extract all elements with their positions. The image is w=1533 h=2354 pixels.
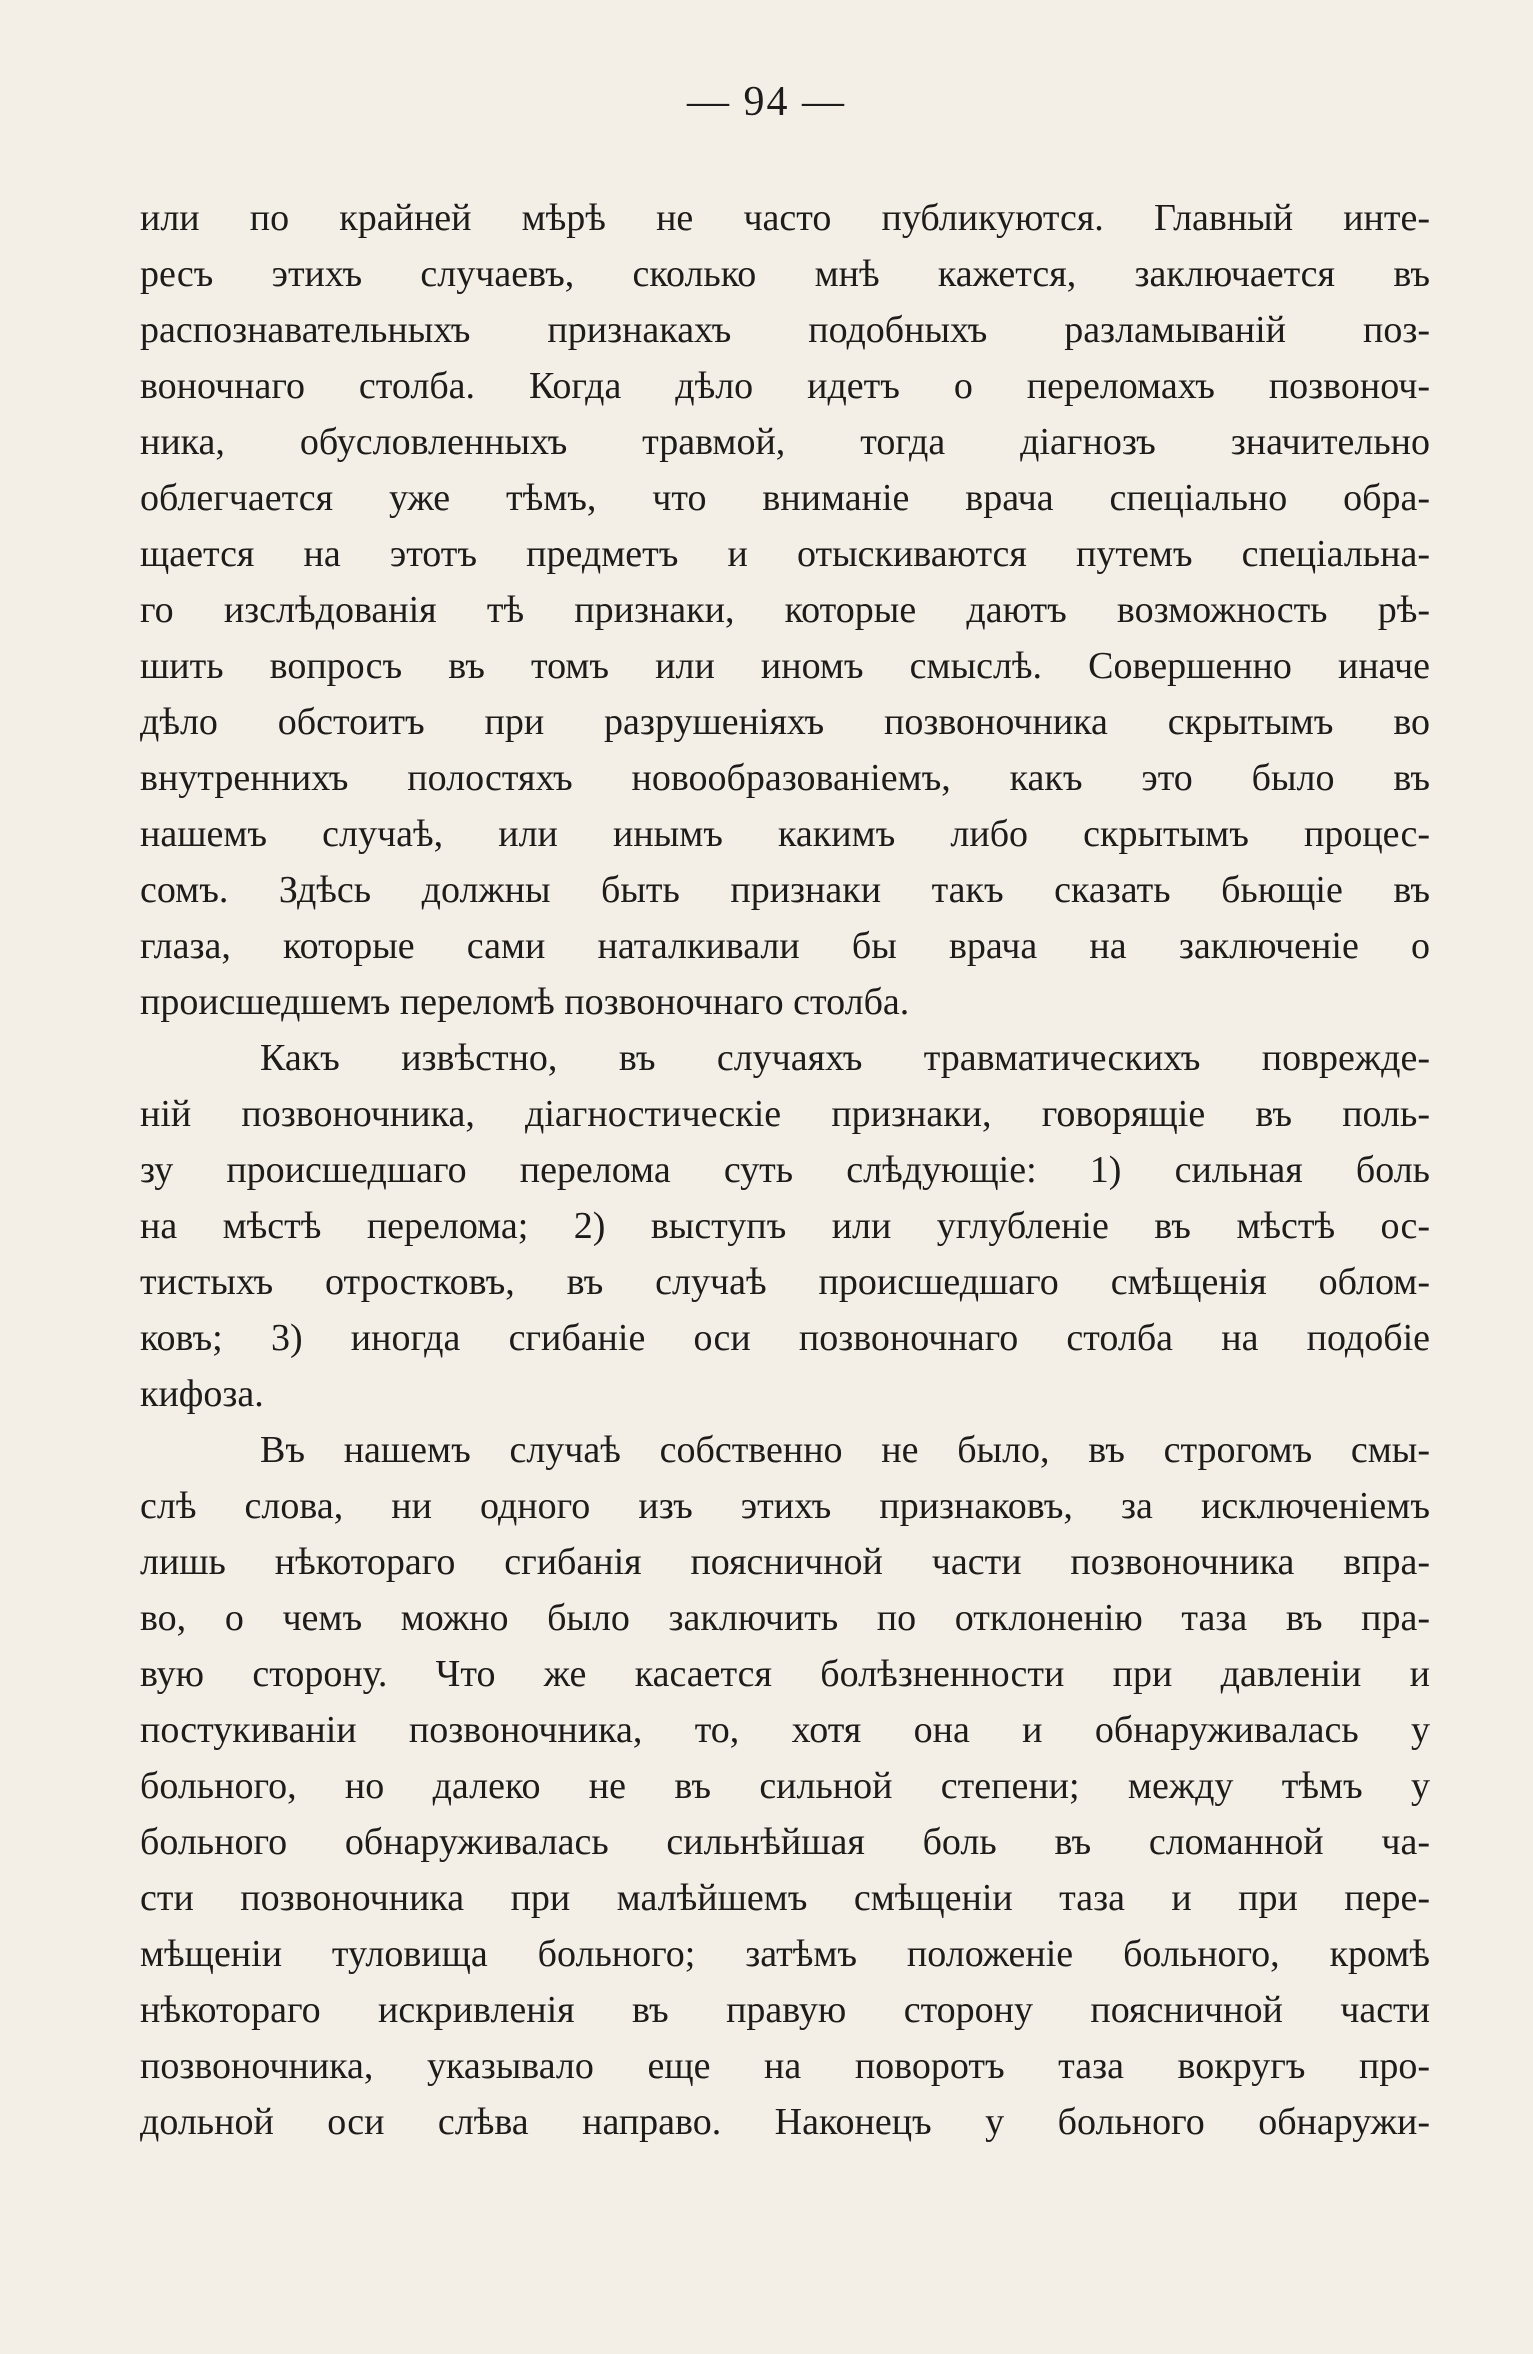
page-number: — 94 — bbox=[687, 79, 846, 125]
paragraph-end-line: происшедшемъ переломѣ позвоночнаго столба. bbox=[140, 981, 910, 1023]
text-line: больного обнаруживалась сильнѣйшая боль въ сломанной ча- bbox=[140, 1821, 1430, 1863]
text-line: распознавательныхъ признакахъ подобныхъ разламыванiй поз- bbox=[140, 309, 1430, 351]
text-line: воночнаго столба. Когда дѣло идетъ о переломахъ позвоноч- bbox=[140, 365, 1430, 407]
text-line: ресъ этихъ случаевъ, сколько мнѣ кажется, заключается въ bbox=[140, 253, 1430, 295]
paragraph-end-line: кифоза. bbox=[140, 1373, 264, 1415]
text-line: внутреннихъ полостяхъ новообразованiемъ, какъ это было въ bbox=[140, 757, 1430, 799]
text-line: сомъ. Здѣсь должны быть признаки такъ сказать бьющiе въ bbox=[140, 869, 1430, 911]
text-line: дольной оси слѣва направо. Наконецъ у больного обнаружи- bbox=[140, 2101, 1430, 2143]
text-line: постукиванiи позвоночника, то, хотя она и обнаруживалась у bbox=[140, 1709, 1430, 1751]
text-line: позвоночника, указывало еще на поворотъ таза вокругъ про- bbox=[140, 2045, 1430, 2087]
text-line: нiй позвоночника, дiагностическiе признаки, говорящiе въ поль- bbox=[140, 1093, 1430, 1135]
paragraph-start-line: Какъ извѣстно, въ случаяхъ травматическихъ поврежде- bbox=[260, 1037, 1430, 1079]
text-line: облегчается уже тѣмъ, что вниманiе врача спецiально обра- bbox=[140, 477, 1430, 519]
text-line: дѣло обстоитъ при разрушенiяхъ позвоночника скрытымъ во bbox=[140, 701, 1430, 743]
text-line: щается на этотъ предметъ и отыскиваются путемъ спецiальна- bbox=[140, 533, 1430, 575]
text-line: го изслѣдованiя тѣ признаки, которые даютъ возможность рѣ- bbox=[140, 589, 1430, 631]
text-line: лишь нѣкотораго сгибанiя поясничной части позвоночника впра- bbox=[140, 1541, 1430, 1583]
text-line: ника, обусловленныхъ травмой, тогда дiагнозъ значительно bbox=[140, 421, 1430, 463]
text-line: тистыхъ отростковъ, въ случаѣ происшедшаго смѣщенiя облом- bbox=[140, 1261, 1430, 1303]
text-line: нѣкотораго искривленiя въ правую сторону поясничной части bbox=[140, 1989, 1430, 2031]
text-line: нашемъ случаѣ, или инымъ какимъ либо скрытымъ процес- bbox=[140, 813, 1430, 855]
text-line: шить вопросъ въ томъ или иномъ смыслѣ. Совершенно иначе bbox=[140, 645, 1430, 687]
paragraph-start-line: Въ нашемъ случаѣ собственно не было, въ строгомъ смы- bbox=[260, 1429, 1430, 1471]
text-line: зу происшедшаго перелома суть слѣдующiе: 1) сильная боль bbox=[140, 1149, 1430, 1191]
text-line: мѣщенiи туловища больного; затѣмъ положенiе больного, кромѣ bbox=[140, 1933, 1430, 1975]
body-text bbox=[140, 190, 1430, 2150]
text-line: на мѣстѣ перелома; 2) выступъ или углубленiе въ мѣстѣ ос- bbox=[140, 1205, 1430, 1247]
text-line: сти позвоночника при малѣйшемъ смѣщенiи таза и при пере- bbox=[140, 1877, 1430, 1919]
text-line: во, о чемъ можно было заключить по отклоненiю таза въ пра- bbox=[140, 1597, 1430, 1639]
text-line: больного, но далеко не въ сильной степени; между тѣмъ у bbox=[140, 1765, 1430, 1807]
text-line: вую сторону. Что же касается болѣзненности при давленiи и bbox=[140, 1653, 1430, 1695]
text-line: слѣ слова, ни одного изъ этихъ признаковъ, за исключенiемъ bbox=[140, 1485, 1430, 1527]
text-line: или по крайней мѣрѣ не часто публикуются. Главный инте- bbox=[140, 197, 1430, 239]
text-line: глаза, которые сами наталкивали бы врача на заключенiе о bbox=[140, 925, 1430, 967]
text-line: ковъ; 3) иногда сгибанiе оси позвоночнаго столба на подобiе bbox=[140, 1317, 1430, 1359]
